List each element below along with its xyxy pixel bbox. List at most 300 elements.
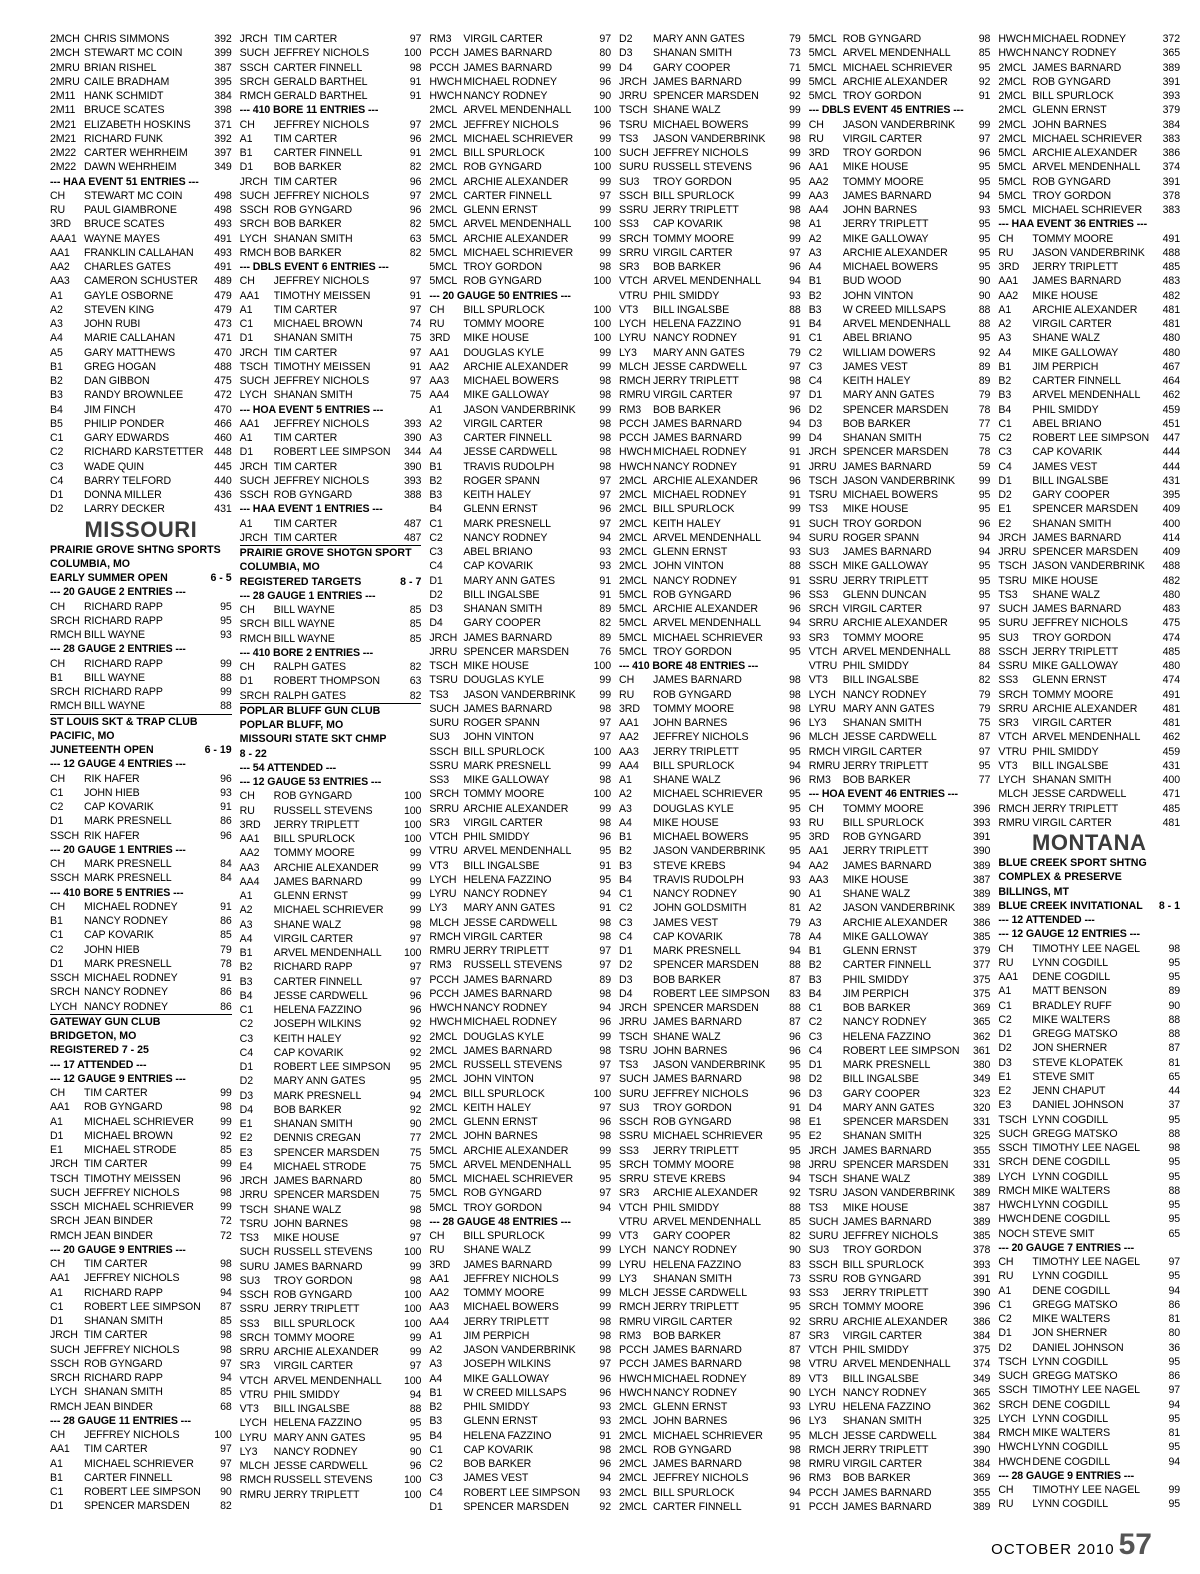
- shooter-name: JERRY TRIPLETT: [1032, 645, 1119, 658]
- result-row: [809, 602, 991, 616]
- shooter-name: BILL SPURLOCK: [463, 745, 545, 758]
- score: 99: [409, 890, 422, 902]
- score: 99: [409, 1331, 422, 1344]
- score: 95: [978, 560, 991, 573]
- shooter-name: SPENCER MARSDEN: [273, 1146, 380, 1159]
- shooter-name: MARY ANN GATES: [653, 346, 745, 359]
- class-code: VTCH: [429, 831, 458, 843]
- result-row: [998, 531, 1180, 545]
- shooter-name: TIM CARTER: [273, 346, 338, 359]
- result-row: [619, 616, 801, 630]
- score: 498: [214, 189, 232, 202]
- score: 76: [599, 645, 612, 658]
- score: 93: [789, 631, 801, 644]
- score: 89: [599, 973, 612, 986]
- shooter-name: JEFFREY NICHOLS: [273, 417, 370, 430]
- score: 471: [214, 332, 232, 345]
- class-code: A2: [619, 788, 632, 801]
- class-code: VT3: [808, 1372, 828, 1385]
- class-code: D1: [50, 1315, 64, 1327]
- score: 97: [1168, 1256, 1181, 1268]
- result-row: [619, 645, 801, 659]
- class-code: SS3: [998, 674, 1019, 687]
- shooter-name: JASON VANDERBRINK: [463, 688, 576, 701]
- shooter-name: BOB BARKER: [273, 1103, 342, 1116]
- shooter-name: JIM PERPICH: [842, 987, 909, 1000]
- score: 99: [409, 875, 422, 888]
- result-row: [429, 574, 611, 588]
- result-row: [50, 260, 232, 274]
- class-code: RMCH: [619, 1301, 651, 1314]
- shooter-name: STEVEN KING: [84, 303, 155, 316]
- score: 88: [789, 959, 801, 972]
- class-code: 2MCL: [619, 1429, 647, 1442]
- score: 92: [978, 346, 991, 359]
- shooter-name: CARTER FINNELL: [1032, 375, 1121, 387]
- score: 100: [593, 303, 612, 316]
- class-code: A4: [808, 261, 822, 273]
- shooter-name: JAMES VEST: [842, 360, 908, 373]
- shooter-name: NANCY RODNEY: [1032, 47, 1117, 60]
- class-code: D2: [998, 1042, 1012, 1055]
- score: 91: [789, 517, 801, 530]
- class-code: 5MCL: [808, 33, 837, 45]
- result-row: [240, 289, 422, 303]
- shooter-name: PHIL SMIDDY: [653, 289, 720, 302]
- result-row: [809, 118, 991, 132]
- class-code: AA3: [429, 375, 450, 387]
- result-row: [809, 1343, 991, 1357]
- score: 390: [972, 1287, 991, 1299]
- shooter-name: ROB GYNGARD: [463, 275, 542, 288]
- score: 94: [978, 546, 991, 558]
- class-code: SRCH: [808, 603, 839, 615]
- shooter-name: ROB GYNGARD: [653, 588, 732, 601]
- class-code: D1: [239, 446, 254, 459]
- shooter-name: SHANE WALZ: [653, 1030, 721, 1043]
- score: 462: [1162, 389, 1181, 402]
- result-row: [809, 830, 991, 844]
- class-code: 5MCL: [429, 1187, 458, 1200]
- result-row: [240, 46, 422, 60]
- result-row: [619, 1471, 801, 1485]
- shooter-name: JAMES BARNARD: [842, 1486, 932, 1499]
- shooter-name: HELENA FAZZINO: [273, 1417, 362, 1430]
- result-row: [998, 745, 1180, 759]
- shooter-name: MICHAEL SCHRIEVER: [842, 61, 953, 74]
- result-row: [429, 1457, 611, 1471]
- class-code: SUCH: [239, 189, 270, 202]
- result-row: [619, 232, 801, 246]
- shooter-name: GREGG MATSKO: [1032, 1028, 1118, 1040]
- shooter-name: JEFFREY NICHOLS: [653, 1087, 749, 1100]
- class-code: D4: [808, 1101, 823, 1114]
- class-code: RMRU: [808, 759, 841, 772]
- class-code: RU: [998, 1498, 1014, 1511]
- shooter-name: JAMES BARNARD: [653, 432, 742, 444]
- result-row: [998, 132, 1180, 146]
- class-code: C4: [808, 1044, 823, 1057]
- result-row: [998, 75, 1180, 89]
- score: 90: [978, 289, 991, 302]
- result-row: [50, 1371, 232, 1385]
- score: 94: [599, 1472, 612, 1485]
- class-code: RM3: [619, 1329, 642, 1342]
- score: 85: [409, 604, 422, 616]
- shoot-date: 6 - 5: [210, 572, 232, 584]
- score: 400: [1162, 774, 1181, 786]
- shooter-name: JASON VANDERBRINK: [653, 132, 766, 145]
- shooter-name: ROGER SPANN: [842, 531, 920, 544]
- shooter-name: ARCHIE ALEXANDER: [653, 1187, 758, 1200]
- shooter-name: SHANAN SMITH: [1032, 774, 1112, 786]
- result-row: [998, 816, 1180, 830]
- result-row: [50, 1286, 232, 1300]
- class-code: RU: [808, 132, 824, 145]
- score: 331: [972, 1158, 991, 1171]
- event-header: --- 20 GAUGE 2 ENTRIES ---: [50, 586, 186, 599]
- result-row: [429, 1243, 611, 1257]
- score: 389: [972, 1173, 991, 1185]
- class-code: B3: [808, 303, 822, 316]
- class-code: C3: [239, 1032, 254, 1045]
- class-code: CH: [50, 657, 66, 670]
- results-columns: [46, 32, 1184, 1547]
- result-row: [619, 189, 801, 203]
- class-code: AA2: [619, 731, 639, 744]
- result-row: [50, 203, 232, 217]
- shooter-name: MARY ANN GATES: [653, 33, 745, 45]
- score: 95: [1168, 1199, 1181, 1211]
- score: 365: [972, 1386, 991, 1399]
- shoot-name: REGISTERED TARGETS: [239, 575, 362, 588]
- score: 100: [593, 318, 612, 330]
- shooter-name: MARY ANN GATES: [273, 1431, 366, 1444]
- result-row: [429, 1172, 611, 1186]
- class-code: C4: [808, 375, 823, 387]
- class-code: C2: [998, 1013, 1012, 1026]
- score: 99: [599, 1287, 612, 1299]
- result-row: [619, 802, 801, 816]
- class-code: E1: [50, 1144, 63, 1156]
- shooter-name: BILL SPURLOCK: [842, 816, 925, 829]
- shooter-name: JERRY TRIPLETT: [273, 1488, 360, 1501]
- shooter-name: JAMES BARNARD: [1032, 61, 1122, 74]
- score: 89: [978, 375, 991, 387]
- score: 87: [789, 973, 801, 986]
- shooter-name: ROBERT LEE SIMPSON: [273, 446, 391, 459]
- footer-month: OCTOBER 2010: [991, 1541, 1115, 1558]
- class-code: JRCH: [239, 33, 268, 45]
- class-code: 5MCL: [429, 1144, 458, 1157]
- score: 100: [593, 218, 612, 231]
- score: 480: [1162, 588, 1181, 601]
- shooter-name: JESSE CARDWELL: [653, 360, 747, 373]
- shoot-name: BLUE CREEK INVITATIONAL: [998, 899, 1143, 912]
- result-row: [429, 488, 611, 502]
- shooter-name: JERRY TRIPLETT: [653, 745, 739, 758]
- shooter-name: JOHN VINTON: [463, 1073, 534, 1086]
- result-row: [429, 1272, 611, 1286]
- result-row: [240, 1302, 422, 1316]
- shooter-name: VIRGIL CARTER: [842, 1329, 923, 1342]
- result-row: [998, 445, 1180, 459]
- class-code: SRCH: [50, 614, 80, 627]
- shooter-name: MIKE WALTERS: [1032, 1427, 1111, 1439]
- score: 99: [220, 657, 232, 670]
- shooter-name: NANCY RODNEY: [842, 688, 927, 701]
- result-row: [429, 1400, 611, 1414]
- result-row: [998, 488, 1180, 502]
- result-row: [50, 1186, 232, 1200]
- result-row: [50, 1086, 232, 1100]
- score: 100: [403, 1374, 422, 1387]
- score: 384: [1162, 118, 1181, 131]
- result-row: [619, 1215, 801, 1229]
- result-row: [240, 388, 422, 402]
- shooter-name: PHIL SMIDDY: [463, 831, 530, 843]
- score: 365: [1162, 47, 1181, 60]
- class-code: PCCH: [429, 47, 459, 60]
- score: 99: [599, 1244, 612, 1257]
- score: 88: [789, 560, 801, 573]
- class-code: SSCH: [50, 1201, 80, 1213]
- class-code: VTCH: [239, 1374, 269, 1387]
- score: 482: [1162, 574, 1181, 587]
- class-code: SR3: [998, 717, 1019, 729]
- shooter-name: JERRY TRIPLETT: [273, 818, 360, 831]
- result-row: [429, 274, 611, 288]
- result-row: [619, 1372, 801, 1386]
- class-code: 5MCL: [998, 189, 1027, 202]
- shoot-name: REGISTERED 7 - 25: [50, 1044, 149, 1057]
- class-code: JRRU: [998, 546, 1027, 558]
- score: 82: [599, 617, 612, 630]
- shooter-name: BOB BARKER: [842, 417, 911, 430]
- class-code: TSCH: [808, 474, 838, 487]
- class-code: SRCH: [239, 218, 270, 231]
- score: 93: [599, 560, 612, 573]
- class-code: HWCH: [998, 1455, 1031, 1468]
- class-code: SR3: [239, 1360, 260, 1373]
- score: 96: [599, 118, 612, 131]
- score: 91: [220, 801, 232, 813]
- class-code: D3: [808, 417, 823, 430]
- result-row: [619, 346, 801, 360]
- result-row: [50, 460, 232, 474]
- class-code: LYCH: [808, 688, 836, 701]
- result-row: [240, 317, 422, 331]
- class-code: C2: [50, 943, 64, 956]
- class-code: A1: [808, 888, 822, 900]
- result-row: [809, 502, 991, 516]
- class-code: SRCH: [239, 1331, 270, 1344]
- class-code: B1: [239, 947, 253, 959]
- shooter-name: GARY COOPER: [463, 617, 541, 630]
- result-row: [240, 1260, 422, 1274]
- score: 81: [1168, 1427, 1181, 1439]
- shooter-name: LYNN COGDILL: [1032, 1441, 1109, 1454]
- score: 95: [978, 503, 991, 516]
- score: 94: [599, 531, 612, 544]
- score: 91: [789, 318, 801, 330]
- score: 87: [978, 731, 991, 744]
- result-row: [240, 818, 422, 832]
- shooter-name: ARCHIE ALEXANDER: [842, 246, 948, 259]
- shooter-name: MARK PRESNELL: [463, 759, 551, 772]
- class-code: 5MCL: [998, 161, 1027, 174]
- shooter-name: HELENA FAZZINO: [653, 1258, 742, 1271]
- score: 378: [1162, 189, 1181, 202]
- score: 374: [972, 1358, 991, 1371]
- class-code: 2M21: [50, 118, 77, 131]
- shooter-name: ARVEL MENDENHALL: [463, 845, 572, 858]
- shooter-name: GLENN ERNST: [463, 1415, 538, 1428]
- result-row: [240, 789, 422, 803]
- result-row: [809, 1471, 991, 1485]
- shooter-name: DENE COGDILL: [1032, 1213, 1111, 1226]
- score: 95: [789, 1144, 801, 1157]
- score: 88: [789, 303, 801, 316]
- result-row: [619, 474, 801, 488]
- class-code: JRCH: [808, 1144, 837, 1157]
- result-row: [240, 232, 422, 246]
- result-row: [50, 871, 232, 885]
- class-code: 5MCL: [429, 218, 458, 231]
- class-code: B3: [429, 489, 443, 501]
- class-code: C4: [619, 930, 633, 943]
- result-row: [429, 688, 611, 702]
- result-row: [619, 331, 801, 345]
- shooter-name: JEFFREY NICHOLS: [653, 1472, 749, 1485]
- shooter-name: TIMOTHY MEISSEN: [84, 1172, 181, 1185]
- result-row: [619, 374, 801, 388]
- score: 100: [403, 47, 422, 60]
- score: 325: [972, 1130, 991, 1143]
- class-code: 5MCL: [998, 204, 1027, 216]
- result-row: [240, 1416, 422, 1430]
- shooter-name: HELENA FAZZINO: [653, 318, 742, 330]
- class-code: 2MCH: [50, 33, 80, 45]
- shooter-name: CHARLES GATES: [84, 261, 171, 273]
- shooter-name: MARK PRESNELL: [84, 872, 172, 885]
- class-code: E1: [998, 503, 1012, 516]
- result-row: [809, 146, 991, 160]
- shooter-name: JEAN BINDER: [84, 1229, 153, 1242]
- shooter-name: NANCY RODNEY: [463, 888, 548, 900]
- class-code: SUCH: [998, 1370, 1028, 1382]
- class-code: VTRU: [619, 289, 648, 302]
- score: 95: [789, 1429, 801, 1442]
- result-row: [809, 930, 991, 944]
- score: 79: [789, 916, 801, 929]
- score: 97: [409, 961, 422, 974]
- result-row: [50, 1357, 232, 1371]
- score: 379: [1162, 104, 1181, 117]
- score: 96: [409, 1460, 422, 1472]
- result-row: [998, 1255, 1180, 1269]
- result-row: [240, 689, 422, 704]
- shooter-name: JESSE CARDWELL: [842, 731, 937, 744]
- result-row: [50, 1471, 232, 1485]
- result-row: [998, 1141, 1180, 1155]
- score: 90: [789, 1244, 801, 1257]
- shooter-name: LYNN COGDILL: [1032, 1355, 1109, 1368]
- result-row: [619, 1201, 801, 1215]
- shooter-name: RUSSELL STEVENS: [653, 161, 752, 174]
- score: 82: [789, 1230, 801, 1242]
- score: 493: [214, 246, 232, 259]
- result-row: [429, 802, 611, 816]
- shooter-name: MARK PRESNELL: [653, 945, 741, 957]
- score: 98: [599, 375, 612, 387]
- shooter-name: ROB GYNGARD: [842, 33, 922, 45]
- class-code: A4: [808, 930, 822, 943]
- result-row: [619, 830, 801, 844]
- shooter-name: TIMOTHY LEE NAGEL: [1032, 1384, 1140, 1397]
- score: 475: [1162, 617, 1181, 630]
- shooter-name: RALPH GATES: [273, 661, 346, 673]
- score: 96: [220, 772, 232, 785]
- shooter-name: TOMMY MOORE: [1032, 232, 1114, 245]
- shooter-name: TIM CARTER: [273, 132, 338, 145]
- result-row: [240, 975, 422, 989]
- result-row: [998, 1127, 1180, 1141]
- score: 100: [403, 790, 422, 803]
- result-row: [809, 1457, 991, 1471]
- score: 77: [409, 1132, 422, 1145]
- result-row: [240, 175, 422, 189]
- shooter-name: ROB GYNGARD: [273, 204, 353, 216]
- class-code: C2: [808, 346, 823, 359]
- shooter-name: SHANAN SMITH: [463, 603, 543, 615]
- result-row: [240, 1459, 422, 1473]
- score: 88: [1168, 1028, 1181, 1040]
- score: 99: [409, 847, 422, 860]
- class-code: 2MCL: [619, 517, 647, 530]
- class-code: SSRU: [239, 1303, 269, 1316]
- class-code: 2MCL: [429, 132, 458, 145]
- shooter-name: MICHAEL SCHRIEVER: [1032, 132, 1143, 145]
- event-header: --- 28 GAUGE 1 ENTRIES ---: [239, 589, 376, 602]
- class-code: LY3: [619, 346, 637, 359]
- shooter-name: JESSE CARDWELL: [273, 989, 368, 1002]
- shooter-name: VIRGIL CARTER: [273, 932, 354, 945]
- score: 95: [978, 574, 991, 587]
- shooter-name: SPENCER MARSDEN: [842, 1158, 949, 1171]
- result-row: [429, 260, 611, 274]
- score: 98: [1168, 1142, 1181, 1154]
- score: 96: [789, 403, 801, 416]
- result-row: [998, 346, 1180, 360]
- shooter-name: SHANE WALZ: [1032, 332, 1100, 345]
- result-row: [998, 631, 1180, 645]
- result-row: [240, 118, 422, 132]
- class-code: C1: [50, 929, 64, 942]
- class-code: A2: [50, 303, 63, 316]
- class-code: 2MRU: [50, 61, 80, 74]
- result-row: [50, 132, 232, 146]
- score: 97: [599, 717, 612, 729]
- class-code: NOCH: [998, 1227, 1030, 1240]
- result-row: [240, 1317, 422, 1331]
- result-row: [429, 916, 611, 930]
- class-code: TSRU: [808, 489, 838, 501]
- result-row: [998, 317, 1180, 331]
- result-row: [619, 75, 801, 89]
- shooter-name: WAYNE MAYES: [84, 232, 160, 245]
- class-code: 5MCL: [998, 175, 1027, 188]
